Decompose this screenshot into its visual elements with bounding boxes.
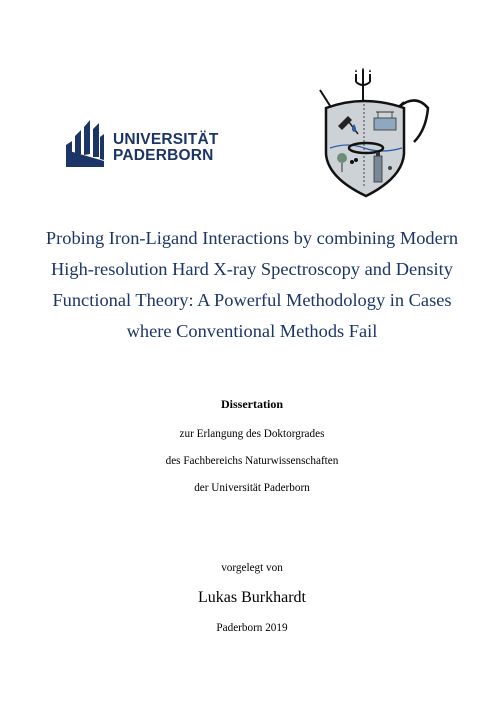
university-name-line1: UNIVERSITÄT (113, 131, 219, 148)
dissertation-purpose-line2: des Fachbereichs Naturwissenschaften (165, 455, 339, 467)
university-logo (66, 117, 219, 169)
thesis-title-line1: Probing Iron-Ligand Interactions by combining Modern (45, 228, 459, 248)
university-name-line2: PADERBORN (113, 147, 214, 164)
thesis-title-line3: Functional Theory: A Powerful Methodology in Cases (52, 290, 452, 310)
department-crest-icon (304, 68, 436, 200)
thesis-title-line2: High-resolution Hard X-ray Spectroscopy and Density (51, 259, 453, 279)
author-name: Lukas Burkhardt (198, 589, 306, 606)
thesis-title-line4: where Conventional Methods Fail (126, 321, 378, 341)
dissertation-purpose-line1: zur Erlangung des Doktorgrades (179, 428, 325, 440)
university-name (113, 132, 219, 164)
dissertation-heading: Dissertation (221, 397, 283, 411)
dissertation-purpose-line3: der Universität Paderborn (194, 482, 310, 494)
university-logo-mark-icon (66, 117, 106, 167)
presented-by-label: vorgelegt von (221, 562, 283, 574)
thesis-title (40, 223, 464, 347)
place-and-year: Paderborn 2019 (216, 622, 288, 634)
